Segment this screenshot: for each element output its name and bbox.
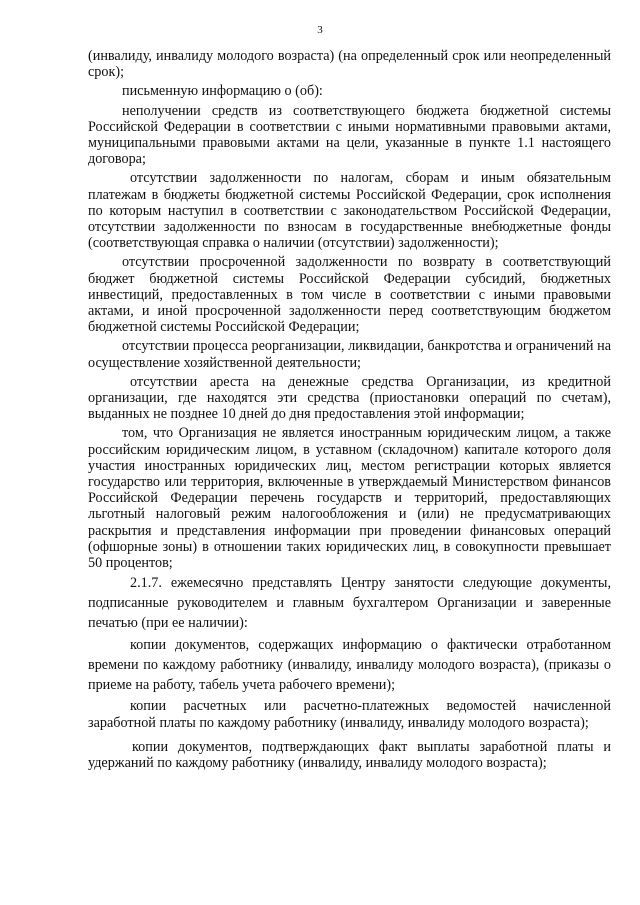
paragraph: (инвалиду, инвалиду молодого возраста) (на определенный срок или неопределенный срок); xyxy=(88,48,611,81)
document-body xyxy=(88,48,611,771)
paragraph: отсутствии ареста на денежные средства Организации, из кредитной организации, где находятся эти средства (приостановки операций по счетам), выданных не позднее 10 дней до дня предоставления этой информации; xyxy=(88,373,611,423)
paragraph: 2.1.7. ежемесячно представлять Центру занятости следующие документы, подписанные руководителем и главным бухгалтером Организации и заверенные печатью (при ее наличии): xyxy=(88,575,611,632)
page-number: 3 xyxy=(317,24,323,36)
paragraph: копии расчетных или расчетно-платежных ведомостей начисленной заработной платы по каждому работнику (инвалиду, инвалиду молодого возраста); xyxy=(88,698,611,731)
paragraph: отсутствии задолженности по налогам, сборам и иным обязательным платежам в бюджеты бюджетной системы Российской Федерации, срок исполнения по которым наступил в соответствии с законодательством Российской Федерации, отсутствии задолженности по взносам в государственные внебюджетные фонды (соответствующая справка о наличии (отсутствии) задолженности); xyxy=(88,170,611,252)
paragraph: отсутствии процесса реорганизации, ликвидации, банкротства и ограничений на осуществление хозяйственной деятельности; xyxy=(88,338,611,371)
paragraph: копии документов, содержащих информацию о фактически отработанном времени по каждому работнику (инвалиду, инвалиду молодого возраста), (приказы о приеме на работу, табель учета рабочего времени); xyxy=(88,637,611,694)
paragraph: том, что Организация не является иностранным юридическим лицом, а также российским юридическим лицом, в уставном (складочном) капитале которого доля участия иностранных юридических лиц, местом регистрации которых является государство или территория, включенные в утверждаемый Министерством финансов Российской Федерации перечень государств и территорий, предоставляющих льготный налоговый режим налогообложения и (или) не предусматривающих раскрытия и представления информации при проведении финансовых операций (офшорные зоны) в отношении таких юридических лиц, в совокупности превышает 50 процентов; xyxy=(88,425,611,572)
paragraph: письменную информацию о (об): xyxy=(122,83,323,100)
paragraph: неполучении средств из соответствующего бюджета бюджетной системы Российской Федерации в соответствии с иными нормативными правовыми актами, муниципальными правовыми актами на цели, указанные в пункте 1.1 настоящего договора; xyxy=(88,102,611,168)
paragraph: копии документов, подтверждающих факт выплаты заработной платы и удержаний по каждому работнику (инвалиду, инвалиду молодого возраста); xyxy=(88,738,611,771)
paragraph: отсутствии просроченной задолженности по возврату в соответствующий бюджет бюджетной системы Российской Федерации субсидий, бюджетных инвестиций, предоставленных в том числе в соответствии с иными правовыми актами, и иной просроченной задолженности перед соответствующим бюджетом бюджетной системы Российской Федерации; xyxy=(88,254,611,336)
